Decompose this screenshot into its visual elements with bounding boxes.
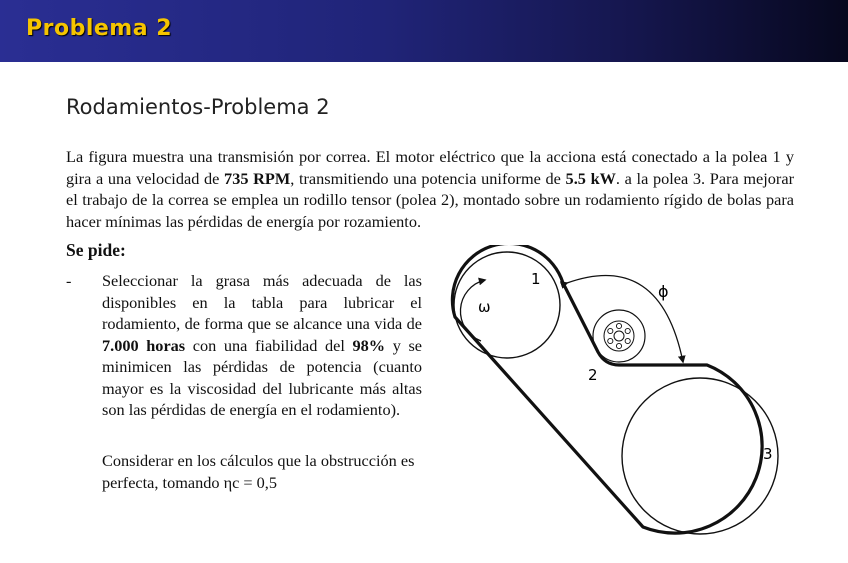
power-value: 5.5 kW bbox=[565, 168, 616, 188]
phi-label: ϕ bbox=[658, 282, 669, 301]
se-pide-heading: Se pide: bbox=[66, 240, 126, 260]
bearing-outer bbox=[604, 321, 634, 351]
obstruction-note: Considerar en los cálculos que la obstrucción es perfecta, tomando ηc = 0,5 bbox=[102, 451, 415, 492]
problem-subtitle: Rodamientos-Problema 2 bbox=[66, 95, 330, 119]
intro-paragraph bbox=[66, 146, 794, 232]
omega-label: ω bbox=[478, 298, 491, 316]
intro-text-2: , transmitiendo una potencia uniforme de bbox=[290, 168, 566, 188]
pulley-3-label: 3 bbox=[763, 445, 773, 463]
bearing-inner bbox=[614, 331, 624, 341]
bearing-balls bbox=[608, 323, 631, 348]
reliability-value: 98% bbox=[352, 335, 386, 355]
task-item bbox=[102, 270, 422, 421]
task-text-2: con una fiabilidad del bbox=[185, 335, 353, 355]
list-dash: - bbox=[66, 271, 72, 290]
belt bbox=[452, 245, 762, 533]
task-text-3: y se minimicen las pérdidas de potencia (cuanto mayor es la viscosidad del lubricante más altas son las pérdidas de energía en el rodamiento). bbox=[102, 335, 423, 419]
speed-value: 735 RPM bbox=[224, 168, 291, 188]
header-title: Problema 2 bbox=[26, 16, 173, 41]
pulley-1 bbox=[454, 252, 560, 358]
intro-text-1: La figura muestra una transmisión por correa. El motor eléctrico que la acciona está conectado a la polea 1 y gira a una velocidad de bbox=[66, 147, 794, 188]
belt-drive-figure bbox=[445, 245, 845, 545]
hours-value: 7.000 horas bbox=[102, 335, 186, 355]
task-text-1: Seleccionar la grasa más adecuada de las disponibles en la tabla para lubricar el rodamiento, de forma que se alcance una vida de bbox=[102, 271, 422, 333]
intro-text-3: . a la polea 3. Para mejorar el trabajo de la correa se emplea un rodillo tensor (polea 2), montado sobre un rodamiento rígido de bolas para hacer mínimas las pérdidas de energía por rozamiento. bbox=[66, 168, 794, 231]
header-bar bbox=[0, 0, 848, 62]
pulley-3 bbox=[622, 378, 778, 534]
pulley-1-label: 1 bbox=[531, 270, 541, 288]
pulley-2-label: 2 bbox=[588, 366, 598, 384]
